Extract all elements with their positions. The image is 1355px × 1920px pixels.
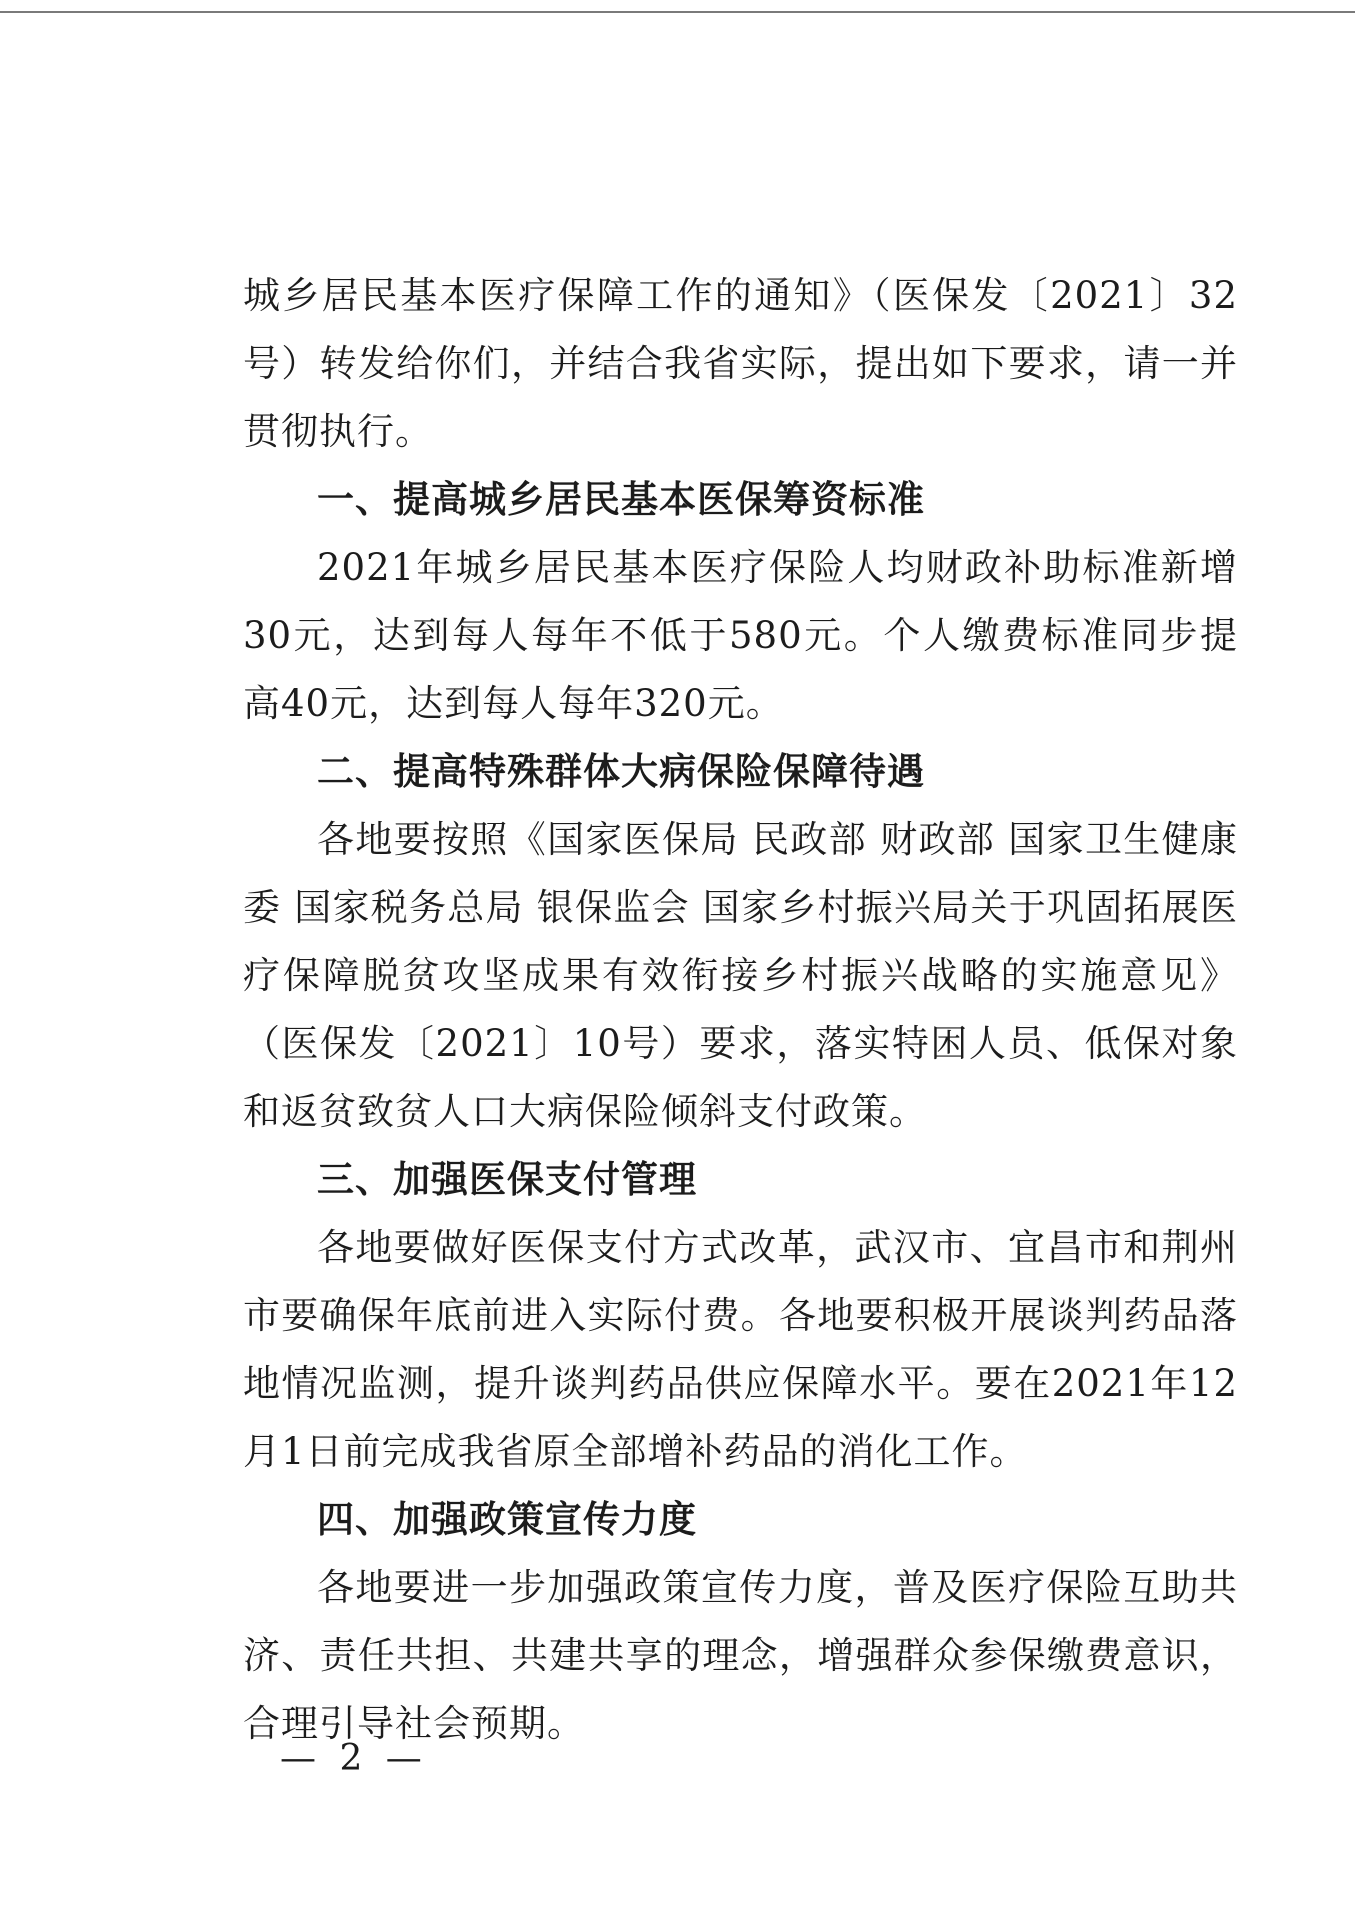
paragraph-continuation: 城乡居民基本医疗保障工作的通知》（医保发〔2021〕32号）转发给你们，并结合我省实际，提出如下要求，请一并贯彻执行。 (243, 274, 1238, 453)
section-2-body: 各地要按照《国家医保局 民政部 财政部 国家卫生健康委 国家税务总局 银保监会 国家乡村振兴局关于巩固拓展医疗保障脱贫攻坚成果有效衔接乡村振兴战略的实施意见》（医保发〔2021〕10号）要求，落实特困人员、低保对象和返贫致贫人口大病保险倾斜支付政策。 (243, 818, 1238, 1133)
page-number: — 2 — (280, 1738, 428, 1779)
section-4-body: 各地要进一步加强政策宣传力度，普及医疗保险互助共济、责任共担、共建共享的理念，增强群众参保缴费意识，合理引导社会预期。 (243, 1566, 1238, 1745)
section-heading-1: 一、提高城乡居民基本医保筹资标准 (317, 478, 925, 521)
section-heading-2: 二、提高特殊群体大病保险保障待遇 (317, 750, 925, 793)
document-body (243, 262, 1238, 1758)
section-1-body: 2021年城乡居民基本医疗保险人均财政补助标准新增30元，达到每人每年不低于580元。个人缴费标准同步提高40元，达到每人每年320元。 (243, 546, 1238, 725)
section-3-body: 各地要做好医保支付方式改革，武汉市、宜昌市和荆州市要确保年底前进入实际付费。各地要积极开展谈判药品落地情况监测，提升谈判药品供应保障水平。要在2021年12月1日前完成我省原全部增补药品的消化工作。 (243, 1226, 1238, 1473)
scan-edge-line (0, 11, 1355, 13)
section-heading-4: 四、加强政策宣传力度 (317, 1498, 697, 1541)
section-heading-3: 三、加强医保支付管理 (317, 1158, 697, 1201)
